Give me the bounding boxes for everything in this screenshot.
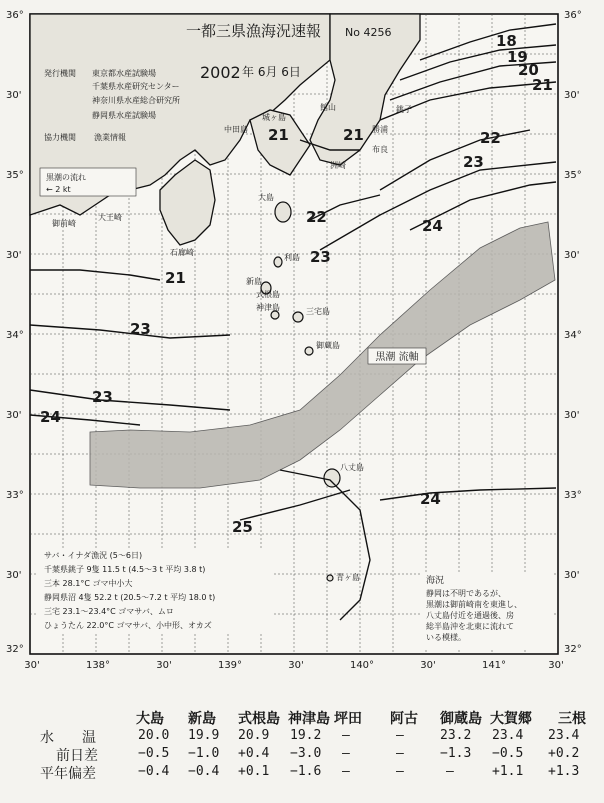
isotherm-label: 22	[306, 208, 327, 226]
place-label: 勝浦	[372, 125, 388, 134]
notes-right	[420, 572, 554, 650]
col-header: 大島	[136, 711, 164, 727]
hachijo-island	[324, 469, 340, 487]
place-label: 青ヶ島	[336, 573, 360, 582]
place-label: 館山	[320, 103, 336, 112]
cell: +1.1	[492, 764, 524, 779]
cell: −0.5	[492, 746, 524, 761]
isotherm-label: 21	[165, 269, 186, 287]
place-label: 石廊崎	[170, 248, 194, 257]
publisher-line: 静岡県水産試験場	[92, 111, 156, 120]
notes-left	[36, 548, 274, 632]
isotherm-label: 23	[463, 153, 484, 171]
cell: −1.6	[290, 764, 322, 779]
isotherm-label: 23	[92, 388, 113, 406]
kuroshio-label: 黒潮 流軸	[375, 352, 419, 363]
cell: 20.0	[138, 728, 170, 743]
lat-label-right: 32°	[564, 644, 582, 655]
legend	[40, 168, 136, 196]
publisher-line: 東京都水産試験場	[92, 69, 156, 78]
notes-left-line: 三宅 23.1～23.4°C ゴマサバ、ムロ	[44, 607, 174, 616]
longitude-labels	[24, 660, 563, 671]
notes-right-line: 黒潮は御前崎南を東進し、	[426, 600, 522, 609]
lat-label-right: 33°	[564, 490, 582, 501]
cell: —	[342, 764, 350, 779]
cell: 19.9	[188, 728, 220, 743]
notes-left-line: ひょうたん 22.0°C ゴマサバ、小中形、オカズ	[44, 621, 212, 630]
col-header: 阿古	[390, 711, 418, 727]
cell: −0.5	[138, 746, 170, 761]
notes-left-title: サバ・イナダ漁況 (5～6日)	[44, 551, 143, 560]
lon-label: 30'	[548, 660, 564, 671]
col-header: 神津島	[288, 711, 330, 727]
cell: −3.0	[290, 746, 322, 761]
notes-right-title: 海況	[426, 576, 445, 586]
place-label: 銚子	[396, 105, 412, 114]
lat-label: 34°	[6, 330, 24, 341]
cell: —	[396, 764, 404, 779]
row-label: 水 温	[40, 730, 96, 746]
col-header: 御蔵島	[440, 711, 482, 727]
col-header: 新島	[188, 711, 216, 727]
lat-label-right: 30'	[564, 410, 580, 421]
cell: −0.4	[138, 764, 170, 779]
lon-label: 30'	[288, 660, 304, 671]
aogashima-island	[327, 575, 333, 581]
publisher-line: 神奈川県水産総合研究所	[92, 96, 180, 105]
isotherm-label: 19	[507, 48, 528, 66]
place-label: 神津島	[256, 303, 280, 312]
issue-number: No 4256	[345, 26, 392, 39]
notes-right-line: 静岡は不明であるが、	[426, 589, 506, 598]
lat-label: 32°	[6, 644, 24, 655]
row-label: 前日差	[56, 748, 98, 764]
place-label: 八丈島	[340, 463, 364, 472]
issue-year: 2002	[200, 63, 241, 82]
isotherm-label: 23	[130, 320, 151, 338]
cell: —	[342, 728, 350, 743]
cell: 20.9	[238, 728, 270, 743]
cell: —	[396, 746, 404, 761]
col-header: 坪田	[334, 711, 362, 727]
cell: 23.4	[492, 728, 524, 743]
cell: 23.4	[548, 728, 580, 743]
lat-label-right: 34°	[564, 330, 582, 341]
lon-label: 30'	[420, 660, 436, 671]
cell: 23.2	[440, 728, 472, 743]
row-label: 平年偏差	[40, 766, 96, 782]
lat-label-right: 35°	[564, 170, 582, 181]
isotherm-label: 24	[420, 490, 441, 508]
lat-label: 30'	[6, 570, 22, 581]
issue-date: 年 6月 6日	[242, 65, 301, 79]
lon-label: 140°	[349, 660, 375, 671]
notes-left-line: 静岡県沼 4隻 52.2 t (20.5～7.2 t 平均 18.0 t)	[44, 593, 216, 602]
cell: +0.4	[238, 746, 270, 761]
place-label: 御蔵島	[316, 341, 340, 350]
lon-label: 139°	[217, 660, 243, 671]
col-header: 大賀郷	[490, 711, 532, 727]
miyake-island	[293, 312, 303, 322]
cell: —	[396, 728, 404, 743]
isotherm-label: 23	[310, 248, 331, 266]
toshima-island	[274, 257, 282, 267]
lat-label: 33°	[6, 490, 24, 501]
col-header: 三根	[558, 711, 586, 727]
lat-label-right: 30'	[564, 570, 580, 581]
lon-label: 30'	[156, 660, 172, 671]
isotherm-label: 24	[40, 408, 61, 426]
water-temperature-table	[0, 700, 604, 800]
publishers-label: 発行機関	[44, 69, 76, 78]
lat-label: 36°	[6, 10, 24, 21]
place-label: 御前崎	[52, 219, 76, 228]
mikura-island	[305, 347, 313, 355]
legend-line: ← 2 kt	[46, 185, 71, 194]
coop-label: 協力機関	[44, 133, 76, 142]
notes-right-line: 総半島沖を北東に流れて	[426, 622, 514, 631]
lat-label: 35°	[6, 170, 24, 181]
col-header: 式根島	[238, 711, 280, 727]
notes-right-line: いる模様。	[426, 633, 466, 642]
isotherm-label: 18	[496, 32, 517, 50]
lat-label-right: 30'	[564, 250, 580, 261]
legend-line: 黒潮の流れ	[46, 173, 86, 182]
isotherm-label: 25	[232, 518, 253, 536]
notes-left-line: 三本 28.1°C ゴマ中小大	[44, 579, 133, 588]
place-label: 新島	[246, 277, 262, 286]
isotherm-label: 22	[480, 129, 501, 147]
lat-label: 30'	[6, 250, 22, 261]
cell: 19.2	[290, 728, 322, 743]
cell: —	[446, 764, 454, 779]
lon-label: 138°	[85, 660, 111, 671]
lat-label: 30'	[6, 410, 22, 421]
notes-right-line: 八丈島付近を通過後、房	[426, 611, 514, 620]
isotherm-label: 24	[422, 217, 443, 235]
place-label: 利島	[284, 253, 300, 262]
coop-name: 漁業情報	[94, 133, 126, 142]
place-label: 洲崎	[330, 161, 346, 170]
publisher-line: 千葉県水産研究センター	[92, 82, 180, 91]
cell: −1.3	[440, 746, 472, 761]
cell: —	[342, 746, 350, 761]
lat-label: 30'	[6, 90, 22, 101]
lat-label-right: 30'	[564, 90, 580, 101]
place-label: 布良	[372, 145, 388, 154]
place-label: 式根島	[256, 290, 280, 299]
map-title: 一都三県漁海況速報	[186, 22, 322, 40]
cell: −1.0	[188, 746, 220, 761]
notes-left-line: 千葉県銚子 9隻 11.5 t (4.5～3 t 平均 3.8 t)	[44, 565, 206, 574]
kozushima-island	[271, 311, 279, 319]
oshima-island	[275, 202, 291, 222]
place-label: 大王崎	[98, 213, 122, 222]
lon-label: 141°	[481, 660, 507, 671]
cell: +0.2	[548, 746, 580, 761]
place-label: 中田島	[224, 125, 248, 134]
place-label: 三宅島	[306, 307, 330, 316]
isotherm-label: 21	[343, 126, 364, 144]
isotherm-label: 21	[268, 126, 289, 144]
isotherm-label: 20	[518, 61, 539, 79]
isotherm-label: 21	[532, 76, 553, 94]
lon-label: 30'	[24, 660, 40, 671]
cell: −0.4	[188, 764, 220, 779]
notes-left-bg	[36, 548, 274, 632]
cell: +0.1	[238, 764, 270, 779]
lat-label-right: 36°	[564, 10, 582, 21]
cell: +1.3	[548, 764, 580, 779]
place-label: 城ヶ島	[262, 113, 286, 122]
place-label: 大島	[258, 193, 274, 202]
